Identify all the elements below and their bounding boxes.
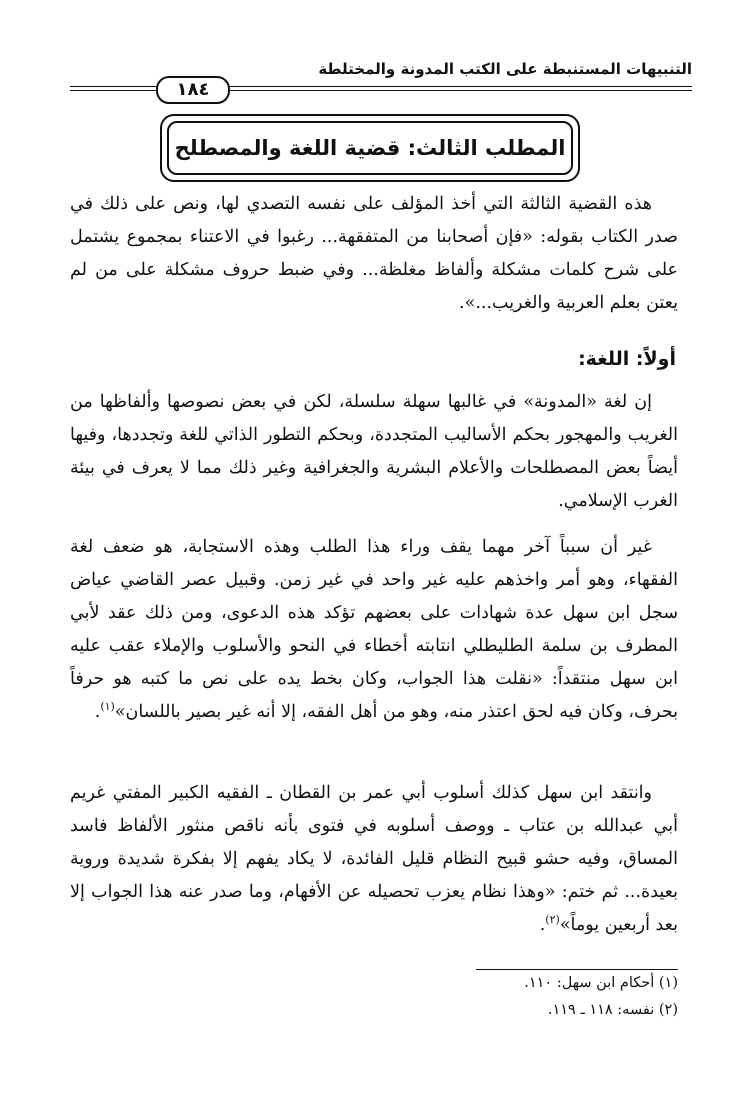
language-text: إن لغة «المدونة» في غالبها سهلة سلسلة، لكن في بعض نصوصها وألفاظها من الغريب والمهجور بحكم الأساليب المتجددة، وبحكم التطور الذاتي للغة وتجددها، وفيها أيضاً بعض المصطلحات والأعلام البشرية والجغرافية وغير ذلك مما لا يعرف في بيئة الغرب الإسلامي. (70, 392, 678, 511)
reason-text: غير أن سبباً آخر مهما يقف وراء هذا الطلب وهذه الاستجابة، هو ضعف لغة الفقهاء، وهو أمر واخذهم عليه غير واحد في غير زمن. وقبيل عصر القاضي عياض سجل ابن سهل عدة شهادات على بعضهم تؤكد هذه الدعوى، ومن ذلك عقد لأبي المطرف بن سلمة الطليطلي انتابته أخطاء في النحو والأسلوب والإملاء عقب عليه ابن سهل منتقداً: «نقلت هذا الجواب، وكان بخط يده على نص ما كتبه هو حرفاً بحرف، وكان فيه لحق اعتذر منه، وهو من أهل الفقه، إلا أنه غير بصير باللسان» (70, 537, 678, 722)
language-paragraph (70, 386, 678, 518)
running-header-title: التنبيهات المستنبطة على الكتب المدونة والمختلطة (318, 60, 692, 78)
section-title-frame (160, 114, 580, 182)
critique-paragraph (70, 777, 678, 942)
footnote-divider (476, 969, 678, 970)
reason-end: . (94, 702, 101, 722)
page-number: ١٨٤ (156, 76, 230, 104)
running-header (70, 52, 692, 102)
footnote-2: (٢) نفسه: ١١٨ ـ ١١٩. (547, 1002, 678, 1018)
critique-end: . (539, 915, 546, 935)
footnote-ref-2[interactable]: (٢) (545, 913, 560, 927)
subheading-language: أولاً: اللغة: (578, 348, 676, 370)
intro-paragraph (70, 188, 678, 320)
intro-text: هذه القضية الثالثة التي أخذ المؤلف على نفسه التصدي لها، ونص على ذلك في صدر الكتاب بقوله: «فإن أصحابنا من المتفقهة... رغبوا في الاعتناء بمجموع يشتمل على شرح كلمات مشكلة وألفاظ مغلظة... وفي ضبط حروف مشكلة على من لم يعتن بعلم العربية والغريب...». (70, 194, 678, 313)
reason-paragraph (70, 531, 678, 729)
footnote-1: (١) أحكام ابن سهل: ١١٠. (524, 975, 678, 991)
critique-text: وانتقد ابن سهل كذلك أسلوب أبي عمر بن القطان ـ الفقيه الكبير المفتي غريم أبي عبدالله بن عتاب ـ ووصف أسلوبه في فتوى بأنه ناقص منثور الألفاظ فاسد المساق، وفيه حشو قبيح النظام قليل الفائدة، لا يكاد يفهم إلا بفكرة شديدة وروية بعيدة... ثم ختم: «وهذا نظام يعزب تحصيله عن الأفهام، وما صدر عنه هذا الجواب إلا بعد أربعين يوماً» (70, 783, 678, 935)
footnote-ref-1[interactable]: (١) (100, 700, 115, 714)
section-title: المطلب الثالث: قضية اللغة والمصطلح (167, 121, 573, 175)
